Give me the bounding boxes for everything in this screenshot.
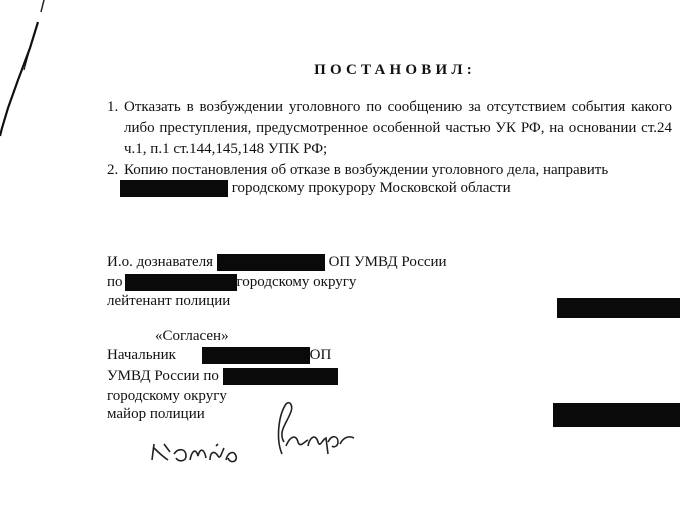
item-text: Отказать в возбуждении уголовного по сообщению за отсутствием события какого либо преступления, предусмотренное особенной частью УК РФ, на основании ст.24 ч.1, п.1 ст.144,145,148 УПК РФ;	[124, 99, 672, 157]
investigator-line-3	[107, 291, 230, 312]
investigator-rank: лейтенант полиции	[107, 293, 231, 309]
approval-line-1	[107, 345, 331, 366]
item-number: 2.	[107, 162, 119, 178]
investigator-department: ОП УМВД России	[328, 254, 447, 270]
redaction-block	[223, 368, 338, 385]
handwritten-note	[148, 430, 243, 470]
redaction-block	[217, 254, 325, 271]
agreed-label: «Согласен»	[155, 328, 229, 344]
item-number: 1.	[107, 99, 119, 115]
chief-district: городскому округу	[107, 388, 227, 404]
decision-heading: ПОСТАНОВИЛ:	[314, 62, 476, 78]
chief-department: ОП	[309, 347, 332, 363]
redaction-block-name-2	[553, 403, 680, 427]
item-text-after: городскому прокурору Московской области	[231, 180, 511, 196]
redaction-block	[125, 274, 237, 291]
investigator-line-1	[107, 252, 447, 273]
decision-item-1	[107, 97, 672, 160]
approval-agreed	[155, 326, 229, 347]
approval-line-4	[107, 404, 205, 425]
investigator-district: городскому округу	[236, 274, 357, 290]
investigator-title: И.о. дознавателя	[107, 254, 214, 270]
item-text-before: Копию постановления об отказе в возбуждении уголовного дела, направить	[124, 162, 609, 178]
signature	[268, 396, 358, 466]
redaction-block	[120, 180, 228, 197]
redaction-block	[202, 347, 310, 364]
investigator-line-2	[107, 272, 356, 293]
chief-rank: майор полиции	[107, 406, 205, 422]
decision-item-2-line2	[120, 178, 511, 199]
investigator-prefix: по	[107, 274, 123, 290]
decision-list	[107, 97, 672, 181]
chief-title: Начальник	[107, 347, 176, 363]
chief-ministry: УМВД России по	[107, 368, 219, 384]
redaction-block-name-1	[557, 298, 680, 318]
approval-line-2	[107, 366, 338, 387]
